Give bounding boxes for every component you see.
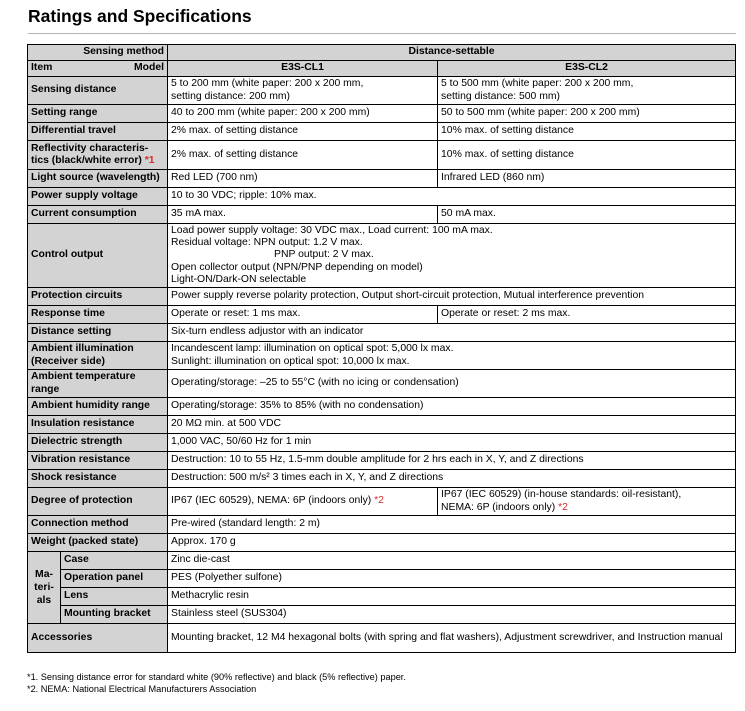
- reflectivity-cl2: 10% max. of setting distance: [438, 141, 736, 170]
- header-row-sensing-method: [28, 45, 736, 61]
- reflectivity-label-line2: tics (black/white error): [31, 155, 142, 166]
- page-title: Ratings and Specifications: [28, 6, 252, 26]
- row-response-time: [28, 306, 736, 324]
- footnote-1: *1. Sensing distance error for standard white (90% reflective) and black (5% reflective) paper.: [27, 672, 406, 682]
- degree-of-protection-cl2: [438, 488, 736, 516]
- weight-label: Weight (packed state): [28, 534, 168, 552]
- row-degree-of-protection: [28, 488, 736, 516]
- row-ambient-illumination: [28, 342, 736, 370]
- control-output-line1: Load power supply voltage: 30 VDC max., Load current: 100 mA max.: [171, 225, 493, 236]
- ambient-illumination-line1: Incandescent lamp: illumination on optical spot: 5,000 lx max.: [171, 343, 454, 355]
- materials-label-line2: teri-: [34, 582, 54, 594]
- degree-of-protection-cl2-line2: NEMA: 6P (indoors only): [441, 501, 556, 513]
- current-consumption-cl2: 50 mA max.: [438, 206, 736, 224]
- materials-label-line3: als: [36, 595, 52, 607]
- reflectivity-label: [28, 141, 168, 170]
- degree-of-protection-cl2-line1: IP67 (IEC 60529) (in-house standards: oil-resistant),: [441, 489, 682, 501]
- dielectric-strength-value: 1,000 VAC, 50/60 Hz for 1 min: [168, 434, 736, 452]
- row-materials-lens: [28, 588, 736, 606]
- row-materials-mounting-bracket: [28, 606, 736, 624]
- control-output-value: [168, 224, 736, 288]
- materials-label: [28, 552, 61, 624]
- differential-travel-cl2: 10% max. of setting distance: [438, 123, 736, 141]
- current-consumption-label: Current consumption: [28, 206, 168, 224]
- insulation-resistance-label: Insulation resistance: [28, 416, 168, 434]
- response-time-cl1: Operate or reset: 1 ms max.: [168, 306, 438, 324]
- weight-value: Approx. 170 g: [168, 534, 736, 552]
- materials-lens-label: Lens: [61, 588, 168, 606]
- row-control-output: [28, 224, 736, 288]
- row-differential-travel: [28, 123, 736, 141]
- sensing-distance-cl2: [438, 77, 736, 105]
- connection-method-label: Connection method: [28, 516, 168, 534]
- row-materials-case: [28, 552, 736, 570]
- ambient-illumination-label-line2: (Receiver side): [31, 355, 105, 367]
- differential-travel-label: Differential travel: [28, 123, 168, 141]
- distance-setting-value: Six-turn endless adjustor with an indicator: [168, 324, 736, 342]
- sensing-method-value: Distance-settable: [168, 45, 736, 61]
- power-supply-label: Power supply voltage: [28, 188, 168, 206]
- connection-method-value: Pre-wired (standard length: 2 m): [168, 516, 736, 534]
- model-cl2-header: E3S-CL2: [438, 61, 736, 77]
- shock-resistance-value: Destruction: 500 m/s² 3 times each in X, Y, and Z directions: [168, 470, 736, 488]
- setting-range-cl2: 50 to 500 mm (white paper: 200 x 200 mm): [438, 105, 736, 123]
- vibration-resistance-value: Destruction: 10 to 55 Hz, 1.5-mm double amplitude for 2 hrs each in X, Y, and Z directions: [168, 452, 736, 470]
- vibration-resistance-label: Vibration resistance: [28, 452, 168, 470]
- footnote-2: *2. NEMA: National Electrical Manufacturers Association: [27, 684, 257, 694]
- reflectivity-label-line1: Reflectivity characteris-: [31, 142, 149, 154]
- sensing-distance-cl1: [168, 77, 438, 105]
- ambient-illumination-label: [28, 342, 168, 370]
- differential-travel-cl1: 2% max. of setting distance: [168, 123, 438, 141]
- row-sensing-distance: [28, 77, 736, 105]
- degree-of-protection-cl1-text: IP67 (IEC 60529), NEMA: 6P (indoors only): [171, 495, 372, 507]
- insulation-resistance-value: 20 MΩ min. at 500 VDC: [168, 416, 736, 434]
- model-label: Model: [134, 62, 165, 74]
- light-source-cl1: Red LED (700 nm): [168, 170, 438, 188]
- control-output-line4: Open collector output (NPN/PNP depending on model): [171, 261, 423, 273]
- accessories-label: Accessories: [28, 624, 168, 653]
- light-source-label: Light source (wavelength): [28, 170, 168, 188]
- row-distance-setting: [28, 324, 736, 342]
- row-dielectric-strength: [28, 434, 736, 452]
- sensing-method-label: Sensing method: [28, 45, 168, 61]
- control-output-line5: Light-ON/Dark-ON selectable: [171, 273, 307, 285]
- materials-case-label: Case: [61, 552, 168, 570]
- row-vibration-resistance: [28, 452, 736, 470]
- current-consumption-cl1: 35 mA max.: [168, 206, 438, 224]
- control-output-line3: PNP output: 2 V max.: [274, 249, 374, 261]
- row-current-consumption: [28, 206, 736, 224]
- title-divider: [28, 33, 736, 34]
- ambient-temperature-label-line1: Ambient temperature: [31, 371, 136, 383]
- row-weight: [28, 534, 736, 552]
- control-output-label: Control output: [28, 224, 168, 288]
- footnote-ref-2: *2: [374, 495, 384, 507]
- reflectivity-cl1: 2% max. of setting distance: [168, 141, 438, 170]
- row-shock-resistance: [28, 470, 736, 488]
- row-setting-range: [28, 105, 736, 123]
- item-label: Item: [31, 62, 53, 74]
- ambient-illumination-line2: Sunlight: illumination on optical spot: 10,000 lx max.: [171, 355, 410, 367]
- sensing-distance-cl1-line1: 5 to 200 mm (white paper: 200 x 200 mm,: [171, 78, 364, 90]
- materials-case-value: Zinc die-cast: [168, 552, 736, 570]
- ambient-humidity-value: Operating/storage: 35% to 85% (with no condensation): [168, 398, 736, 416]
- degree-of-protection-label: Degree of protection: [28, 488, 168, 516]
- response-time-cl2: Operate or reset: 2 ms max.: [438, 306, 736, 324]
- sensing-distance-label: Sensing distance: [28, 77, 168, 105]
- materials-panel-label: Operation panel: [61, 570, 168, 588]
- materials-panel-value: PES (Polyether sulfone): [168, 570, 736, 588]
- light-source-cl2: Infrared LED (860 nm): [438, 170, 736, 188]
- ambient-temperature-value: Operating/storage: –25 to 55°C (with no icing or condensation): [168, 370, 736, 398]
- protection-circuits-label: Protection circuits: [28, 288, 168, 306]
- ambient-temperature-label-line2: range: [31, 383, 60, 395]
- row-ambient-temperature: [28, 370, 736, 398]
- distance-setting-label: Distance setting: [28, 324, 168, 342]
- header-row-model: [28, 61, 736, 77]
- row-insulation-resistance: [28, 416, 736, 434]
- footnote-ref-2: *2: [558, 501, 568, 513]
- setting-range-cl1: 40 to 200 mm (white paper: 200 x 200 mm): [168, 105, 438, 123]
- materials-label-line1: Ma-: [35, 569, 53, 581]
- protection-circuits-value: Power supply reverse polarity protection, Output short-circuit protection, Mutual interference prevention: [168, 288, 736, 306]
- ambient-illumination-value: [168, 342, 736, 370]
- ambient-illumination-label-line1: Ambient illumination: [31, 343, 134, 355]
- row-connection-method: [28, 516, 736, 534]
- materials-lens-value: Methacrylic resin: [168, 588, 736, 606]
- materials-bracket-label: Mounting bracket: [61, 606, 168, 624]
- sensing-distance-cl2-line1: 5 to 500 mm (white paper: 200 x 200 mm,: [441, 78, 634, 90]
- item-model-cell: [28, 61, 168, 77]
- footnote-ref-1: *1: [144, 155, 155, 166]
- shock-resistance-label: Shock resistance: [28, 470, 168, 488]
- sensing-distance-cl1-line2: setting distance: 200 mm): [171, 90, 290, 102]
- dielectric-strength-label: Dielectric strength: [28, 434, 168, 452]
- row-materials-operation-panel: [28, 570, 736, 588]
- row-power-supply: [28, 188, 736, 206]
- accessories-value: Mounting bracket, 12 M4 hexagonal bolts (with spring and flat washers), Adjustment screwdriver, and Instruction manual: [168, 624, 736, 653]
- power-supply-value: 10 to 30 VDC; ripple: 10% max.: [168, 188, 736, 206]
- row-ambient-humidity: [28, 398, 736, 416]
- row-reflectivity: [28, 141, 736, 170]
- row-light-source: [28, 170, 736, 188]
- sensing-distance-cl2-line2: setting distance: 500 mm): [441, 90, 560, 102]
- degree-of-protection-cl1: [168, 488, 438, 516]
- row-accessories: [28, 624, 736, 653]
- ambient-temperature-label: [28, 370, 168, 398]
- response-time-label: Response time: [28, 306, 168, 324]
- setting-range-label: Setting range: [28, 105, 168, 123]
- footnotes: [27, 671, 406, 695]
- model-cl1-header: E3S-CL1: [168, 61, 438, 77]
- materials-bracket-value: Stainless steel (SUS304): [168, 606, 736, 624]
- control-output-line2: Residual voltage: NPN output: 1.2 V max.: [171, 237, 363, 249]
- row-protection-circuits: [28, 288, 736, 306]
- specifications-table: [27, 44, 736, 653]
- ambient-humidity-label: Ambient humidity range: [28, 398, 168, 416]
